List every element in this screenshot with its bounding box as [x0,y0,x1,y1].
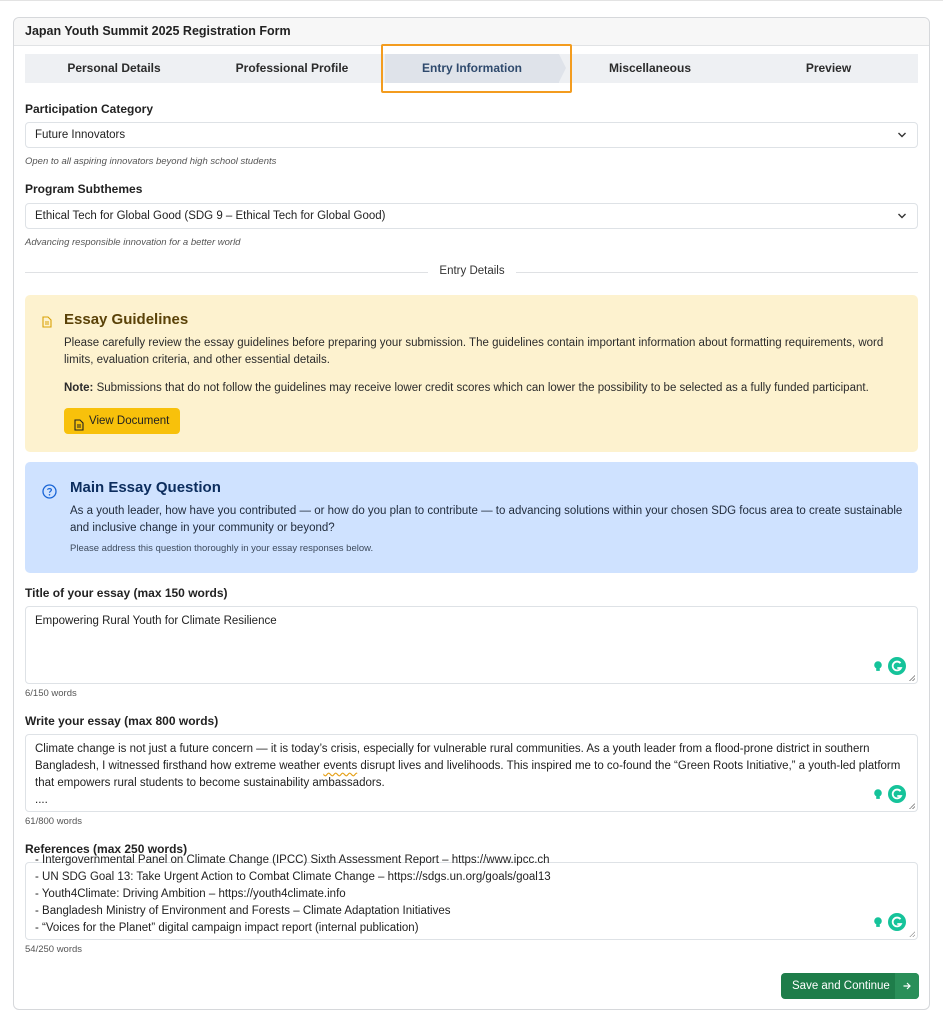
references-label: References (max 250 words) [25,842,188,856]
essay-guidelines-note [64,380,899,397]
essay-title-word-count: 6/150 words [25,688,77,699]
save-and-continue-label: Save and Continue [792,980,890,992]
step-label: Personal Details [67,61,161,75]
main-essay-question-text: As a youth leader, how have you contributed — or how do you plan to contribute — to advancing solutions within your chosen SDG focus area to create sustainable and inclusive change in your community or beyond? [70,505,903,534]
note-label: Note: [64,382,94,394]
step-label: Entry Information [421,61,522,75]
essay-title-label: Title of your essay (max 150 words) [25,586,228,600]
program-subthemes-select[interactable] [25,203,918,229]
document-icon [42,315,52,333]
select-value: Ethical Tech for Global Good (SDG 9 – Ethical Tech for Global Good) [35,210,386,222]
grammarly-icon [888,657,906,675]
reference-line: - Intergovernmental Panel on Climate Change (IPCC) Sixth Assessment Report – https://www.ipcc.ch [35,854,550,866]
main-essay-question-panel [25,462,918,573]
save-and-continue-button[interactable] [781,973,919,999]
arrow-right-icon [895,973,919,999]
file-icon [74,415,84,441]
lightbulb-icon [871,915,885,929]
essay-value [35,741,908,792]
reference-line: - “Voices for the Planet” digital campaign impact report (internal publication) [35,922,419,934]
reference-line: - Youth4Climate: Driving Ambition – https://youth4climate.info [35,888,346,900]
program-subthemes-label: Program Subthemes [25,182,143,196]
references-word-count: 54/250 words [25,944,83,955]
resize-handle[interactable] [909,803,915,809]
subthemes-help-text: Advancing responsible innovation for a better world [25,237,241,248]
top-divider [0,0,943,1]
grammarly-widget[interactable] [871,785,907,803]
essay-label: Write your essay (max 800 words) [25,714,219,728]
essay-title-value: Empowering Rural Youth for Climate Resilience [35,615,277,627]
entry-details-divider: Entry Details [439,265,505,277]
registration-form-card [13,17,930,1010]
step-preview[interactable] [739,54,918,83]
essay-text-ellipsis: .... [35,794,48,806]
essay-text-part2: disrupt lives and livelihoods. This inspired me to co-found the “Green Roots Initiative,” a youth-led platform that empowers rural students to become sustainability ambassadors. [35,760,901,789]
step-miscellaneous[interactable] [561,54,739,83]
question-circle-icon [42,484,57,504]
grammarly-widget[interactable] [871,657,907,675]
essay-guidelines-body: Please carefully review the essay guidelines before preparing your submission. The guidelines contain important information about formatting requirements, word limits, evaluation criteria, and other essential details. [64,337,884,366]
note-text: Submissions that do not follow the guidelines may receive lower credit scores which can lower the possibility to be selected as a fully funded participant. [93,382,869,394]
grammarly-icon [888,785,906,803]
active-step-highlight [381,44,572,93]
main-essay-question-title: Main Essay Question [70,479,221,496]
reference-line: - UN SDG Goal 13: Take Urgent Action to Combat Climate Change – https://sdgs.un.org/goals/goal13 [35,871,551,883]
lightbulb-icon [871,659,885,673]
resize-handle[interactable] [909,675,915,681]
select-value: Future Innovators [35,129,126,141]
references-textarea[interactable] [25,854,918,940]
essay-word-count: 61/800 words [25,816,83,827]
grammarly-widget[interactable] [871,913,907,931]
references-list [35,852,908,937]
reference-line: - Bangladesh Ministry of Environment and Forests – Climate Adaptation Initiatives [35,905,451,917]
step-label: Miscellaneous [608,61,692,75]
essay-guidelines-title: Essay Guidelines [64,311,189,328]
participation-category-label: Participation Category [25,102,154,116]
lightbulb-icon [871,787,885,801]
essay-text-flagged-word: events [323,760,358,772]
essay-title-textarea[interactable] [25,606,918,684]
view-document-button[interactable] [64,408,180,434]
participation-help-text: Open to all aspiring innovators beyond high school students [25,156,277,167]
resize-handle[interactable] [909,931,915,937]
step-professional-profile[interactable] [203,54,381,83]
main-essay-question-hint: Please address this question thoroughly in your essay responses below. [70,543,374,554]
essay-guidelines-panel [25,295,918,452]
step-personal-details[interactable] [25,54,203,83]
essay-text-part1: Climate change is not just a future concern — it is today’s crisis, especially for vulnerable rural communities. As a youth leader from a flood-prone district in southern Bangladesh, I witnessed firsthand how extreme weather [35,743,870,772]
essay-textarea[interactable] [25,734,918,812]
grammarly-icon [888,913,906,931]
view-document-label: View Document [89,415,170,427]
chevron-down-icon [897,204,907,237]
divider-line-left [25,272,428,273]
participation-category-select[interactable] [25,122,918,148]
step-label: Professional Profile [235,61,349,75]
chevron-down-icon [897,123,907,156]
step-label: Preview [805,61,852,75]
divider-line-right [516,272,918,273]
form-title: Japan Youth Summit 2025 Registration Form [14,18,929,46]
